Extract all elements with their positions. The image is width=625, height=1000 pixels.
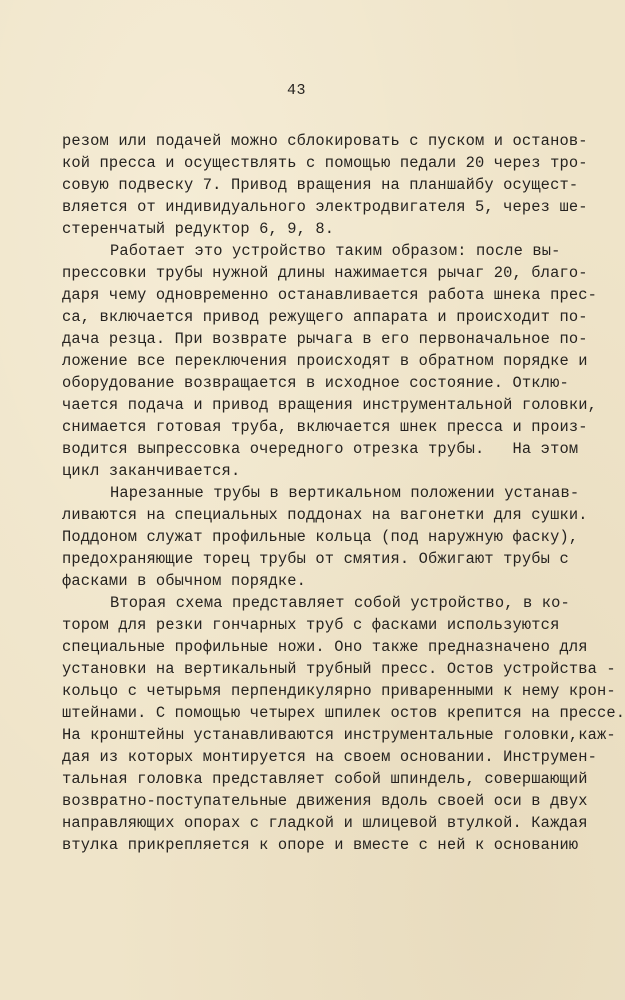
text-line: предохраняющие торец трубы от смятия. Обжигают трубы с [62, 550, 569, 568]
text-line: кольцо с четырьмя перпендикулярно приваренными к нему крон- [62, 682, 616, 700]
text-line: установки на вертикальный трубный пресс. Остов устройства - [62, 660, 616, 678]
text-line: оборудование возвращается в исходное состояние. Отклю- [62, 374, 569, 392]
text-line: цикл заканчивается. [62, 462, 241, 480]
text-line: возвратно-поступательные движения вдоль своей оси в двух [62, 792, 588, 810]
text-line: тором для резки гончарных труб с фасками используются [62, 616, 560, 634]
text-line: Вторая схема представляет собой устройство, в ко- [110, 594, 570, 612]
text-line: втулка прикрепляется к опоре и вместе с ней к основанию [62, 836, 579, 854]
text-line: ливаются на специальных поддонах на вагонетки для сушки. [62, 506, 588, 524]
text-line: Поддоном служат профильные кольца (под наружную фаску), [62, 528, 579, 546]
text-line: снимается готовая труба, включается шнек пресса и произ- [62, 418, 588, 436]
text-line: вляется от индивидуального электродвигателя 5, через ше- [62, 198, 588, 216]
text-line: резом или подачей можно сблокировать с пуском и останов- [62, 132, 588, 150]
text-line: дая из которых монтируется на своем основании. Инструмен- [62, 748, 597, 766]
text-line: Работает это устройство таким образом: после вы- [110, 242, 561, 260]
text-line: тальная головка представляет собой шпиндель, совершающий [62, 770, 588, 788]
text-line: фасками в обычном порядке. [62, 572, 307, 590]
text-line: чается подача и привод вращения инструментальной головки, [62, 396, 597, 414]
text-line: специальные профильные ножи. Оно также предназначено для [62, 638, 588, 656]
text-line: даря чему одновременно останавливается работа шнека прес- [62, 286, 597, 304]
page-number: 43 [287, 82, 307, 99]
text-line: На кронштейны устанавливаются инструментальные головки,каж- [62, 726, 616, 744]
text-line: дача резца. При возврате рычага в его первоначальное по- [62, 330, 588, 348]
text-line: са, включается привод режущего аппарата и происходит по- [62, 308, 588, 326]
text-line: направляющих опорах с гладкой и шлицевой втулкой. Каждая [62, 814, 588, 832]
text-line: Нарезанные трубы в вертикальном положении устанав- [110, 484, 580, 502]
text-line: кой пресса и осуществлять с помощью педали 20 через тро- [62, 154, 588, 172]
text-line: водится выпрессовка очередного отрезка трубы. На этом [62, 440, 579, 458]
text-line: штейнами. С помощью четырех шпилек остов крепится на прессе. [62, 704, 625, 722]
text-line: ложение все переключения происходят в обратном порядке и [62, 352, 588, 370]
text-line: прессовки трубы нужной длины нажимается рычаг 20, благо- [62, 264, 588, 282]
text-line: стеренчатый редуктор 6, 9, 8. [62, 220, 335, 238]
text-line: совую подвеску 7. Привод вращения на планшайбу осущест- [62, 176, 579, 194]
